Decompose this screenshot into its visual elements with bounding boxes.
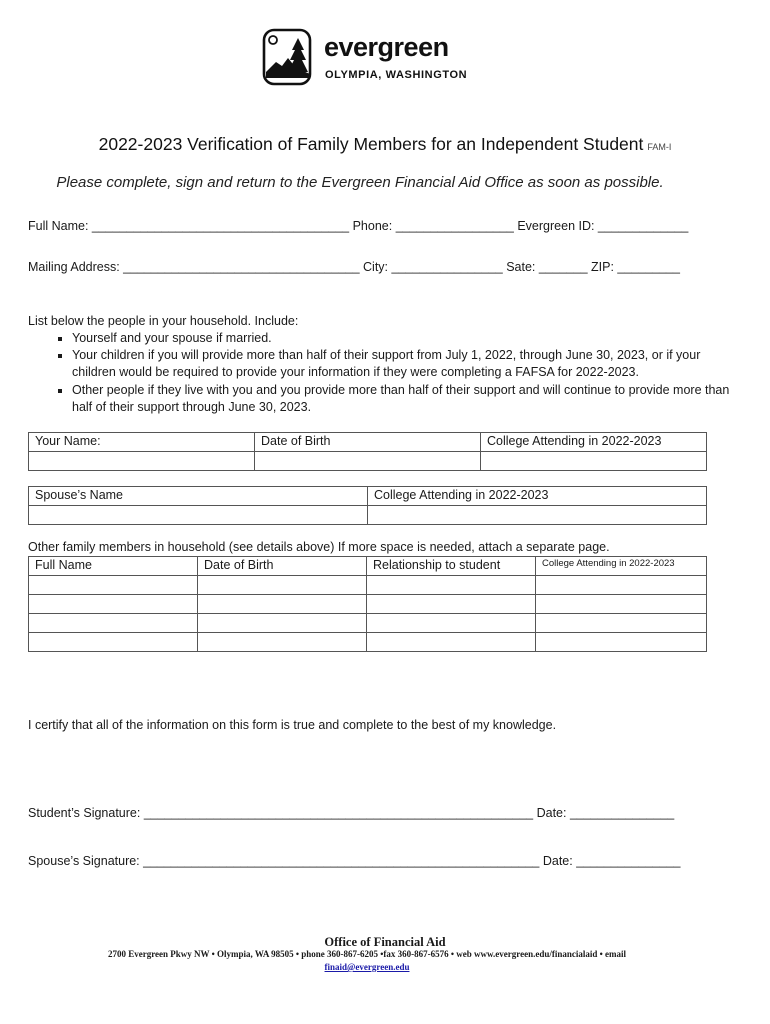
form-title-text: 2022-2023 Verification of Family Members for an Independent Student [98, 134, 644, 154]
spouse-info-table [28, 486, 707, 525]
table-row[interactable] [29, 633, 707, 652]
table-header: Your Name: [29, 433, 255, 452]
table-cell[interactable] [198, 595, 367, 614]
email-link[interactable]: finaid@evergreen.edu [324, 962, 410, 972]
table-header: Date of Birth [255, 433, 481, 452]
evergreen-tree-icon [262, 28, 314, 86]
mailing-address-line[interactable]: Mailing Address: __________________________________ City: ________________ Sate: _______ ZIP: _________ [28, 260, 680, 274]
student-info-table [28, 432, 707, 471]
table-cell[interactable] [29, 614, 198, 633]
table-cell[interactable] [198, 576, 367, 595]
table-cell[interactable] [536, 633, 707, 652]
table-row[interactable] [29, 452, 707, 471]
table-header: College Attending in 2022-2023 [368, 487, 707, 506]
table-cell[interactable] [198, 614, 367, 633]
table-cell[interactable] [198, 633, 367, 652]
table-cell[interactable] [367, 633, 536, 652]
table-cell[interactable] [367, 614, 536, 633]
name-phone-id-line[interactable]: Full Name: _____________________________________ Phone: _________________ Evergreen ID: _____________ [28, 219, 689, 233]
list-item: ▪ Yourself and your spouse if married. [72, 330, 732, 347]
other-members-table [28, 556, 707, 652]
table-cell[interactable] [536, 614, 707, 633]
logo-location: OLYMPIA, WASHINGTON [325, 69, 468, 81]
table-header: Spouse’s Name [29, 487, 368, 506]
list-item: ▪ Your children if you will provide more than half of their support from July 1, 2022, through June 30, 2023, or if your children would be required to provide your information if they were completing a FAFSA for 2022-2023. [72, 347, 732, 381]
table-row[interactable] [29, 506, 707, 525]
table-cell[interactable] [536, 595, 707, 614]
form-title [0, 134, 770, 155]
table-cell[interactable] [29, 595, 198, 614]
table-row [29, 487, 707, 506]
table-header: Date of Birth [198, 557, 367, 576]
spouse-signature-line[interactable]: Spouse’s Signature: _________________________________________________________ Date: _______________ [28, 854, 681, 868]
table-cell[interactable] [481, 452, 707, 471]
table-cell[interactable] [29, 576, 198, 595]
table-header: College Attending in 2022-2023 [481, 433, 707, 452]
table-row[interactable] [29, 595, 707, 614]
table-row [29, 557, 707, 576]
footer-office: Office of Financial Aid [324, 935, 446, 949]
list-item: ▪ Other people if they live with you and you provide more than half of their support and will continue to provide more than half of their support through June 30, 2023. [72, 382, 732, 416]
table-row[interactable] [29, 576, 707, 595]
table-header: Full Name [29, 557, 198, 576]
table-cell[interactable] [29, 506, 368, 525]
other-members-caption: Other family members in household (see details above) If more space is needed, attach a separate page. [28, 540, 610, 554]
logo-wordmark: evergreen [324, 32, 449, 62]
table-cell[interactable] [536, 576, 707, 595]
footer-email [0, 962, 734, 972]
table-cell[interactable] [367, 576, 536, 595]
household-intro: List below the people in your household. Include: [28, 314, 299, 328]
footer-contact: 2700 Evergreen Pkwy NW • Olympia, WA 98505 • phone 360-867-6205 •fax 360-867-6576 • web www.evergreen.edu/financialaid • email [107, 949, 627, 959]
table-row[interactable] [29, 614, 707, 633]
table-cell[interactable] [255, 452, 481, 471]
household-criteria-list [54, 330, 732, 416]
table-header: Relationship to student [367, 557, 536, 576]
table-row [29, 433, 707, 452]
form-instructions: Please complete, sign and return to the Evergreen Financial Aid Office as soon as possible. [56, 174, 664, 191]
table-header: College Attending in 2022-2023 [536, 557, 707, 576]
student-signature-line[interactable]: Student’s Signature: ________________________________________________________ Date: _______________ [28, 806, 675, 820]
evergreen-logo [262, 28, 482, 88]
certification-statement: I certify that all of the information on this form is true and complete to the best of my knowledge. [28, 718, 557, 732]
table-cell[interactable] [29, 633, 198, 652]
table-cell[interactable] [29, 452, 255, 471]
form-code: FAM-I [647, 142, 672, 152]
table-cell[interactable] [367, 595, 536, 614]
table-cell[interactable] [368, 506, 707, 525]
